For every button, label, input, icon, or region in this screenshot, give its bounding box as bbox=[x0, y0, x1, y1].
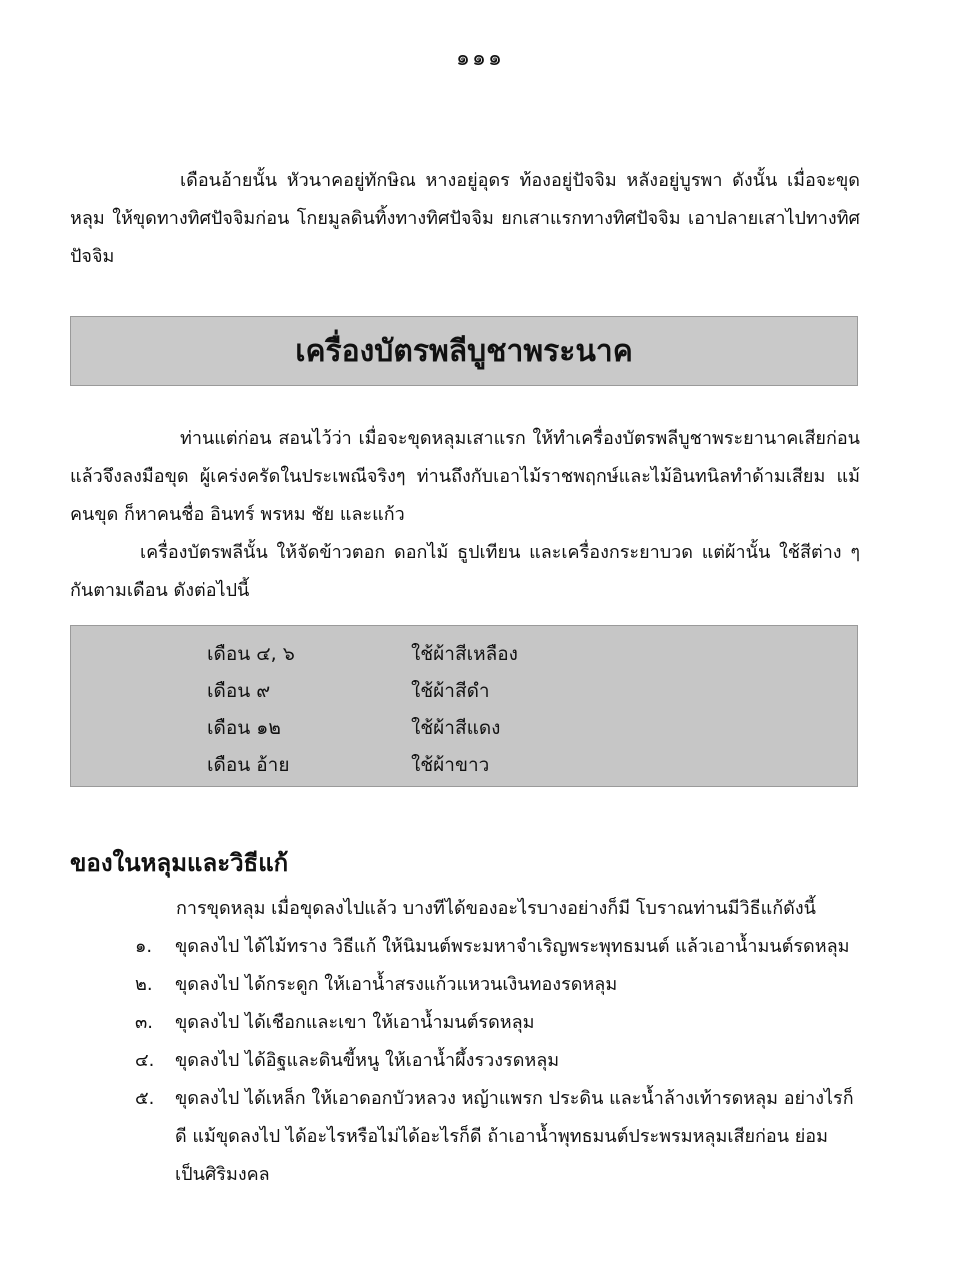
month-cell: เดือน ๔, ๖ bbox=[207, 643, 295, 665]
cloth-color-table bbox=[70, 625, 858, 787]
month-cell: เดือน ๑๒ bbox=[207, 717, 281, 739]
table-row bbox=[207, 673, 490, 709]
list-item bbox=[135, 1004, 855, 1042]
section-heading: ของในหลุมและวิธีแก้ bbox=[70, 849, 289, 877]
section-banner bbox=[70, 316, 858, 386]
month-cell: เดือน อ้าย bbox=[207, 754, 290, 776]
cloth-cell: ใช้ผ้าสีแดง bbox=[411, 717, 501, 739]
item-number: ๕. bbox=[135, 1088, 155, 1109]
cloth-cell: ใช้ผ้าขาว bbox=[411, 754, 490, 776]
item-text: ขุดลงไป ได้อิฐและดินขี้หนู ให้เอาน้ำผึ้งรวงรดหลุม bbox=[175, 1050, 560, 1071]
list-item bbox=[135, 928, 855, 966]
item-text: ขุดลงไป ได้ไม้ทราง วิธีแก้ ให้นิมนต์พระมหาจำเริญพระพุทธมนต์ แล้วเอาน้ำมนต์รดหลุม bbox=[175, 936, 850, 957]
table-row bbox=[207, 747, 489, 783]
list-item bbox=[135, 1080, 855, 1194]
banner-title: เครื่องบัตรพลีบูชาพระนาค bbox=[295, 333, 633, 369]
table-row bbox=[207, 710, 500, 746]
page-number: ๑๑๑ bbox=[456, 46, 504, 71]
section-intro: การขุดหลุม เมื่อขุดลงไปแล้ว บางทีได้ของอะไรบางอย่างก็มี โบราณท่านมีวิธีแก้ดังนี้ bbox=[176, 898, 816, 919]
month-cell: เดือน ๙ bbox=[207, 680, 271, 702]
cloth-paragraph: เครื่องบัตรพลีนั้น ให้จัดข้าวตอก ดอกไม้ ธูปเทียน และเครื่องกระยาบวด แต่ผ้านั้น ใช้สีต่าง ๆ กันตามเดือน ดังต่อไปนี้ bbox=[70, 542, 860, 601]
item-number: ๔. bbox=[135, 1050, 155, 1071]
list-item bbox=[135, 1042, 855, 1080]
item-text: ขุดลงไป ได้เชือกและเขา ให้เอาน้ำมนต์รดหลุม bbox=[175, 1012, 535, 1033]
offering-paragraph: ท่านแต่ก่อน สอนไว้ว่า เมื่อจะขุดหลุมเสาแรก ให้ทำเครื่องบัตรพลีบูชาพระยานาคเสียก่อน แล้วจึงลงมือขุด ผู้เคร่งครัดในประเพณีจริงๆ ท่านถึงกับเอาไม้ราชพฤกษ์และไม้อินทนิลทำด้ามเสียม แม้คนขุด ก็หาคนชื่อ อินทร์ พรหม ชัย และแก้ว bbox=[70, 428, 860, 525]
intro-paragraph: เดือนอ้ายนั้น หัวนาคอยู่ทักษิณ หางอยู่อุดร ท้องอยู่ปัจจิม หลังอยู่บูรพา ดังนั้น เมื่อจะขุดหลุม ให้ขุดทางทิศปัจจิมก่อน โกยมูลดินทิ้งทางทิศปัจจิม ยกเสาแรกทางทิศปัจจิม เอาปลายเสาไปทางทิศปัจจิม bbox=[70, 170, 860, 267]
table-row bbox=[207, 636, 518, 672]
item-number: ๑. bbox=[135, 936, 153, 957]
item-number: ๓. bbox=[135, 1012, 154, 1033]
item-number: ๒. bbox=[135, 974, 153, 995]
item-text: ขุดลงไป ได้เหล็ก ให้เอาดอกบัวหลวง หญ้าแพรก ประดิน และน้ำล้างเท้ารดหลุม อย่างไรก็ดี แม้ขุดลงไป ได้อะไรหรือไม่ได้อะไรก็ดี ถ้าเอาน้ำพุทธมนต์ประพรมหลุมเสียก่อน ย่อมเป็นศิริมงคล bbox=[175, 1088, 854, 1185]
remedy-list bbox=[135, 928, 855, 1194]
cloth-cell: ใช้ผ้าสีเหลือง bbox=[411, 643, 518, 665]
item-text: ขุดลงไป ได้กระดูก ให้เอาน้ำสรงแก้วแหวนเงินทองรดหลุม bbox=[175, 974, 618, 995]
list-item bbox=[135, 966, 855, 1004]
cloth-cell: ใช้ผ้าสีดำ bbox=[411, 680, 490, 702]
